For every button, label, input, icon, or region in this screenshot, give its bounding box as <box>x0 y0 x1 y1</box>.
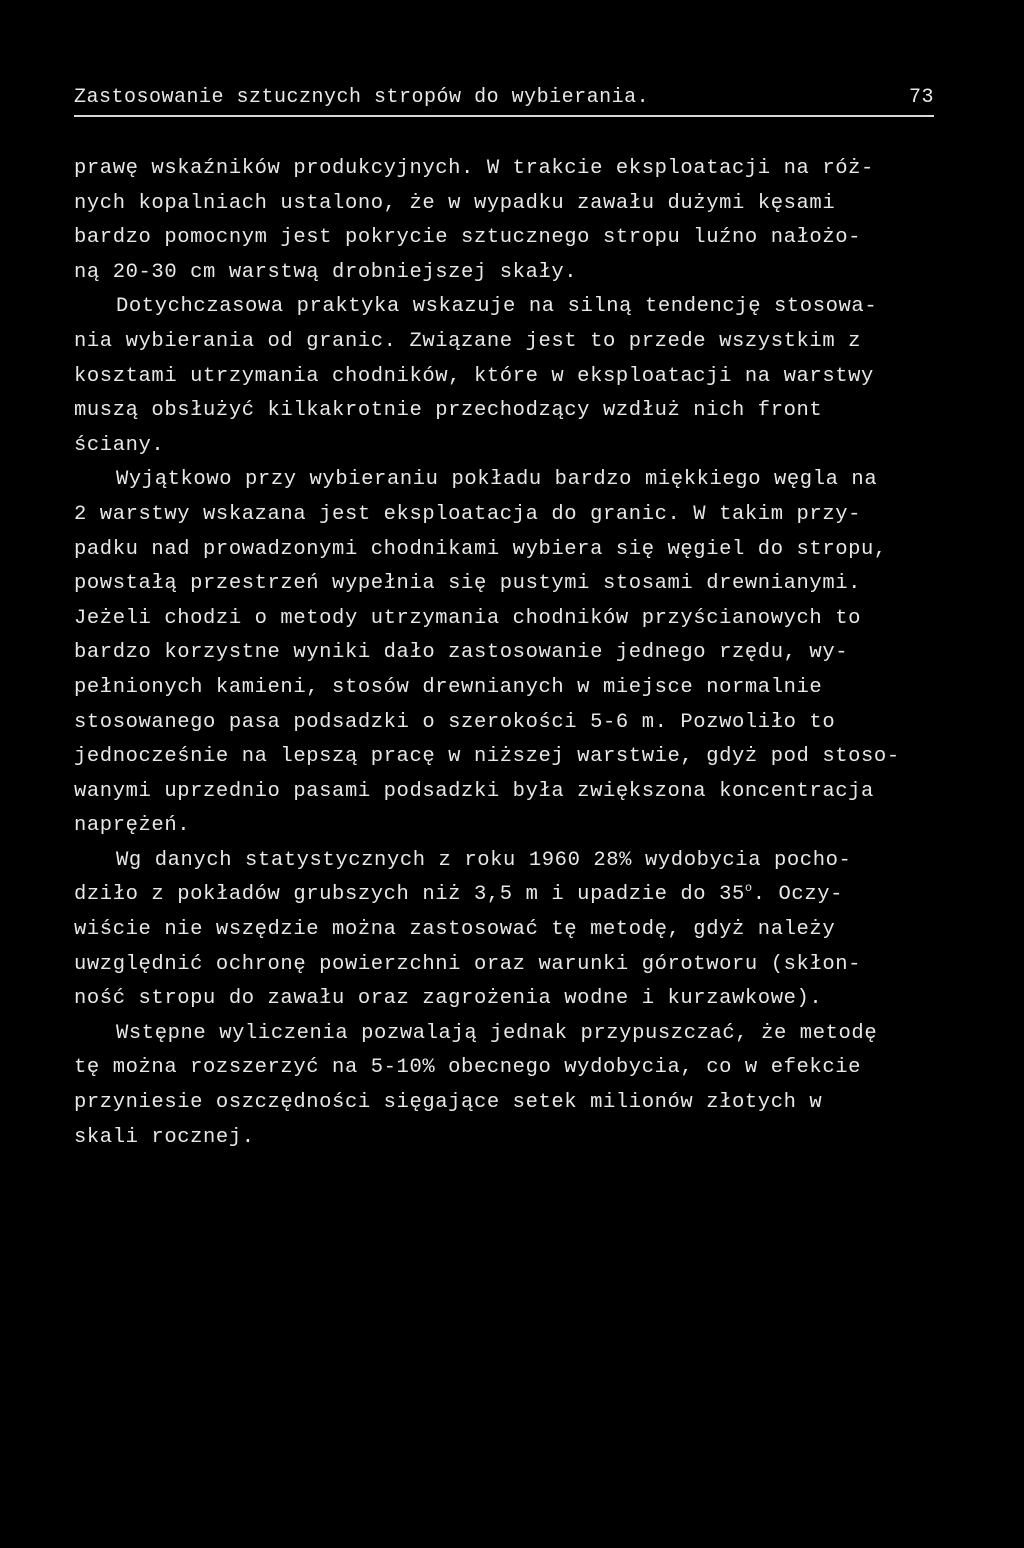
text-line <box>74 1051 974 1086</box>
text-line <box>74 1121 974 1156</box>
text-line-content: przyniesie oszczędności sięgające setek milionów złotych w <box>74 1091 823 1115</box>
text-line-content: 2 warstwy wskazana jest eksploatacja do granic. W takim przy- <box>74 502 862 526</box>
text-line <box>74 636 974 671</box>
header-title: Zastosowanie sztucznych stropów do wybierania. <box>74 86 650 109</box>
text-line-content: wiście nie wszędzie można zastosować tę metodę, gdyż należy <box>74 918 836 942</box>
text-line <box>74 152 974 187</box>
text-line <box>74 982 974 1017</box>
text-line <box>74 256 974 291</box>
text-line <box>74 394 974 429</box>
text-line-content: naprężeń. <box>74 814 191 838</box>
text-line-content: ność stropu do zawału oraz zagrożenia wodne i kurzawkowe). <box>74 987 823 1011</box>
text-line <box>74 913 974 948</box>
running-header <box>74 86 934 116</box>
text-line <box>74 671 974 706</box>
text-line-content: bardzo korzystne wyniki dało zastosowanie jednego rzędu, wy- <box>74 641 849 665</box>
text-line <box>74 187 974 222</box>
text-line <box>74 498 974 533</box>
text-line-content: tę można rozszerzyć na 5-10% obecnego wydobycia, co w efekcie <box>74 1056 862 1080</box>
text-line-content: uwzględnić ochronę powierzchni oraz warunki górotworu (skłon- <box>74 952 862 976</box>
text-line-content: kosztami utrzymania chodników, które w eksploatacji na warstwy <box>74 364 874 388</box>
text-line-continuation: . Oczy- <box>752 883 844 907</box>
text-line-content: ną 20-30 cm warstwą drobniejszej skały. <box>74 260 578 284</box>
text-line <box>74 1017 974 1052</box>
text-line <box>74 360 974 395</box>
text-line <box>74 775 974 810</box>
text-line-content: jednocześnie na lepszą pracę w niższej warstwie, gdyż pod stoso- <box>74 745 900 769</box>
text-line-content: Wg danych statystycznych z roku 1960 28% wydobycia pocho- <box>116 848 852 872</box>
text-line <box>74 1086 974 1121</box>
text-line <box>74 325 974 360</box>
text-line <box>74 740 974 775</box>
text-line-content: dziło z pokładów grubszych niż 3,5 m i upadzie do 35 <box>74 883 745 907</box>
degree-superscript: o <box>744 881 753 896</box>
text-line-content: muszą obsłużyć kilkakrotnie przechodzący wzdłuż nich front <box>74 399 823 423</box>
text-line <box>74 429 974 464</box>
header-rule <box>74 115 934 117</box>
text-line <box>74 602 974 637</box>
text-line-content: bardzo pomocnym jest pokrycie sztucznego stropu luźno nałożo- <box>74 226 862 250</box>
body-text <box>74 152 974 1155</box>
text-line-content: skali rocznej. <box>74 1125 255 1149</box>
text-line <box>74 948 974 983</box>
text-line <box>74 290 974 325</box>
text-line-content: nia wybierania od granic. Związane jest to przede wszystkim z <box>74 329 862 353</box>
text-line-content: ściany. <box>74 433 165 457</box>
text-line <box>74 844 974 879</box>
text-line <box>74 533 974 568</box>
text-line <box>74 463 974 498</box>
text-line <box>74 878 974 913</box>
text-line-content: powstałą przestrzeń wypełnia się pustymi stosami drewnianymi. <box>74 572 862 596</box>
text-line-content: Dotychczasowa praktyka wskazuje na silną tendencję stosowa- <box>116 295 878 319</box>
text-line <box>74 706 974 741</box>
text-line-content: Wstępne wyliczenia pozwalają jednak przypuszczać, że metodę <box>116 1021 878 1045</box>
text-line-content: prawę wskaźników produkcyjnych. W trakcie eksploatacji na róż- <box>74 157 874 180</box>
text-line-content: stosowanego pasa podsadzki o szerokości 5-6 m. Pozwoliło to <box>74 710 836 734</box>
text-line-content: pełnionych kamieni, stosów drewnianych w miejsce normalnie <box>74 675 823 699</box>
text-line-content: Wyjątkowo przy wybieraniu pokładu bardzo miękkiego węgla na <box>116 468 878 492</box>
text-line <box>74 809 974 844</box>
text-line <box>74 567 974 602</box>
page-number: 73 <box>908 86 934 109</box>
text-line-content: nych kopalniach ustalono, że w wypadku zawału dużymi kęsami <box>74 191 836 215</box>
text-line <box>74 221 974 256</box>
text-line-content: wanymi uprzednio pasami podsadzki była zwiększona koncentracja <box>74 779 874 803</box>
text-line-content: padku nad prowadzonymi chodnikami wybiera się węgiel do stropu, <box>74 537 887 561</box>
text-line-content: Jeżeli chodzi o metody utrzymania chodników przyścianowych to <box>74 606 862 630</box>
